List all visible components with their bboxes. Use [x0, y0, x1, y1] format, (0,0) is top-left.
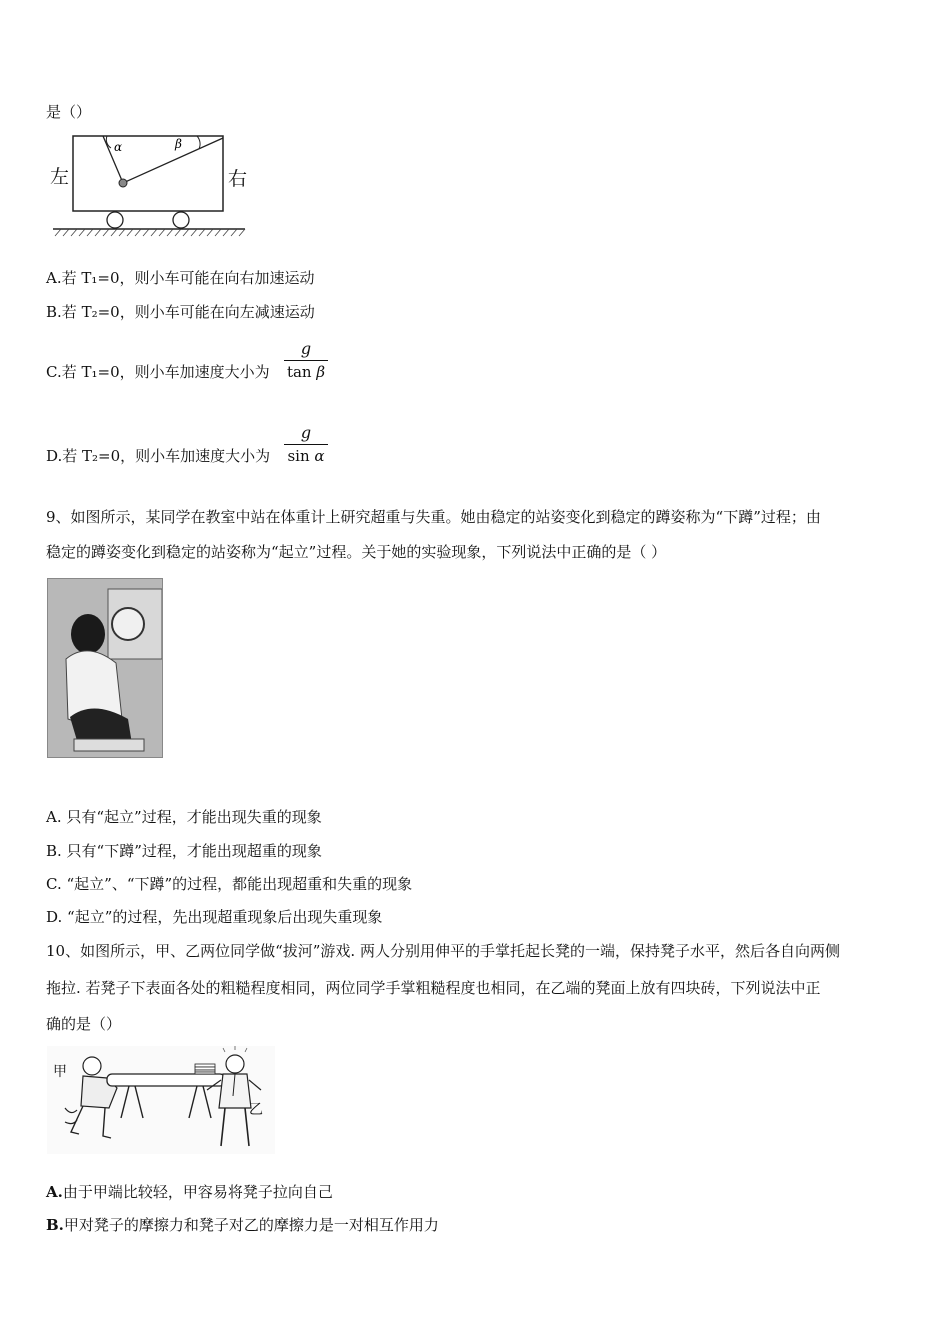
yi-head — [226, 1055, 244, 1073]
cart-diagram — [45, 128, 255, 240]
ground-hatching — [55, 229, 245, 236]
q10-stem-line2: 拖拉. 若凳子下表面各处的粗糙程度相同，两位同学手掌粗糙程度也相同，在乙端的凳面上放有四块砖，下列说法中正 — [46, 979, 821, 997]
alpha-label: α — [114, 140, 123, 154]
squatting-student-photo — [47, 578, 163, 758]
q9-option-b: B. 只有“下蹲”过程，才能出现超重的现象 — [46, 842, 322, 860]
q8-option-c: C.若 T₁=0，则小车加速度大小为 — [46, 363, 270, 381]
wheel-left — [107, 212, 123, 228]
q9-option-a: A. 只有“起立”过程，才能出现失重的现象 — [46, 808, 322, 826]
bench-top — [107, 1074, 225, 1086]
q8-option-b: B.若 T₂=0，则小车可能在向左减速运动 — [46, 303, 315, 321]
q10-stem-line3: 确的是（） — [46, 1015, 122, 1033]
q10-option-b: B.甲对凳子的摩擦力和凳子对乙的摩擦力是一对相互作用力 — [46, 1216, 439, 1234]
left-label: 左 — [50, 166, 70, 188]
q10-stem-line1: 10、如图所示，甲、乙两位同学做“拔河”游戏. 两人分别用伸平的手掌托起长凳的一端，保持凳子水平，然后各自向两侧 — [46, 942, 840, 960]
q8-option-d-fraction — [284, 424, 328, 465]
q8-option-a: A.若 T₁=0，则小车可能在向右加速运动 — [46, 269, 315, 287]
fraction-denominator: sin α — [287, 447, 325, 465]
rope-t2 — [123, 138, 223, 183]
angle-beta-arc — [197, 136, 200, 149]
yi-label: 乙 — [249, 1102, 263, 1118]
q8-option-d: D.若 T₂=0，则小车加速度大小为 — [46, 447, 271, 465]
cart-body — [73, 136, 223, 211]
ball — [119, 179, 127, 187]
wheel-right — [173, 212, 189, 228]
q9-option-c: C. “起立”、“下蹲”的过程，都能出现超重和失重的现象 — [46, 875, 413, 893]
q8-stem-tail: 是（） — [46, 103, 92, 121]
jia-label: 甲 — [53, 1064, 67, 1080]
q9-stem-line2: 稳定的蹲姿变化到稳定的站姿称为“起立”过程。关于她的实验现象，下列说法中正确的是（ ） — [46, 543, 667, 561]
beta-label: β — [175, 137, 182, 151]
bench-tug-diagram — [47, 1046, 275, 1154]
fraction-numerator: g — [300, 339, 312, 358]
fraction-denominator: tan β — [286, 363, 326, 381]
q10-option-a: A.由于甲端比较轻，甲容易将凳子拉向自己 — [46, 1183, 333, 1201]
q9-stem-line1: 9、如图所示，某同学在教室中站在体重计上研究超重与失重。她由稳定的站姿变化到稳定的蹲姿称为“下蹲”过程；由 — [46, 508, 821, 526]
q9-option-d: D. “起立”的过程，先出现超重现象后出现失重现象 — [46, 908, 383, 926]
q8-option-c-fraction — [284, 340, 328, 381]
fraction-numerator: g — [300, 423, 312, 442]
right-label: 右 — [228, 168, 248, 190]
jia-head — [83, 1057, 101, 1075]
